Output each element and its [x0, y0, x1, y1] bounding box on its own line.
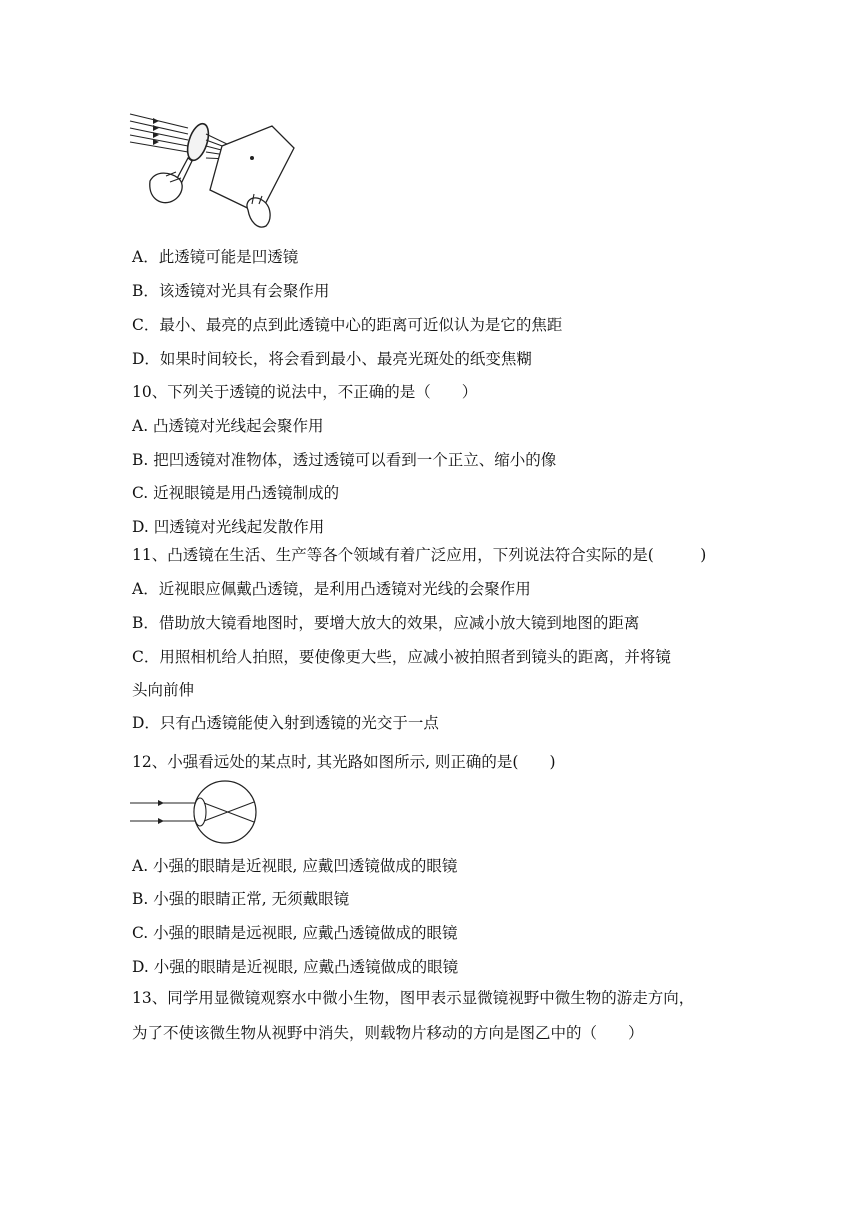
- q12-stem: 12、小强看远处的某点时, 其光路如图所示, 则正确的是( ): [132, 753, 556, 771]
- q13-stem-line-1: 13、同学用显微镜观察水中微小生物，图甲表示显微镜视野中微生物的游走方向，: [132, 989, 695, 1007]
- q10-option-d: D. 凹透镜对光线起发散作用: [132, 518, 325, 536]
- q10-option-a: A. 凸透镜对光线起会聚作用: [132, 417, 324, 435]
- q10-stem: 10、下列关于透镜的说法中，不正确的是（ ）: [132, 383, 478, 401]
- q9-option-c: C．最小、最亮的点到此透镜中心的距离可近似认为是它的焦距: [132, 316, 563, 334]
- magnifier-focus-figure: [126, 106, 301, 231]
- q11-option-b: B．借助放大镜看地图时，要增大放大的效果，应减小放大镜到地图的距离: [132, 614, 640, 632]
- q12-option-b: B. 小强的眼睛正常, 无须戴眼镜: [132, 890, 350, 908]
- eye-light-path-figure: [130, 779, 260, 845]
- q10-option-c: C. 近视眼镜是用凸透镜制成的: [132, 484, 340, 502]
- q12-option-a: A. 小强的眼睛是近视眼, 应戴凹透镜做成的眼镜: [132, 857, 458, 875]
- q11-option-c-cont: 头向前伸: [132, 681, 195, 699]
- q11-option-d: D．只有凸透镜能使入射到透镜的光交于一点: [132, 714, 439, 732]
- q13-stem-line-2: 为了不使该微生物从视野中消失，则载物片移动的方向是图乙中的（ ）: [132, 1024, 644, 1042]
- q12-option-c: C. 小强的眼睛是远视眼, 应戴凸透镜做成的眼镜: [132, 924, 458, 942]
- q11-option-c: C．用照相机给人拍照，要使像更大些，应减小被拍照者到镜头的距离，并将镜: [132, 648, 671, 666]
- q9-option-b: B．该透镜对光具有会聚作用: [132, 282, 330, 300]
- q9-option-d: D．如果时间较长，将会看到最小、最亮光斑处的纸变焦糊: [132, 350, 532, 368]
- q10-option-b: B. 把凹透镜对准物体，透过透镜可以看到一个正立、缩小的像: [132, 451, 557, 469]
- q12-option-d: D. 小强的眼睛是近视眼, 应戴凸透镜做成的眼镜: [132, 958, 459, 976]
- q11-stem: 11、凸透镜在生活、生产等各个领域有着广泛应用，下列说法符合实际的是( ): [132, 546, 707, 564]
- q11-option-a: A．近视眼应佩戴凸透镜，是利用凸透镜对光线的会聚作用: [132, 580, 531, 598]
- q9-option-a: A．此透镜可能是凹透镜: [132, 248, 299, 266]
